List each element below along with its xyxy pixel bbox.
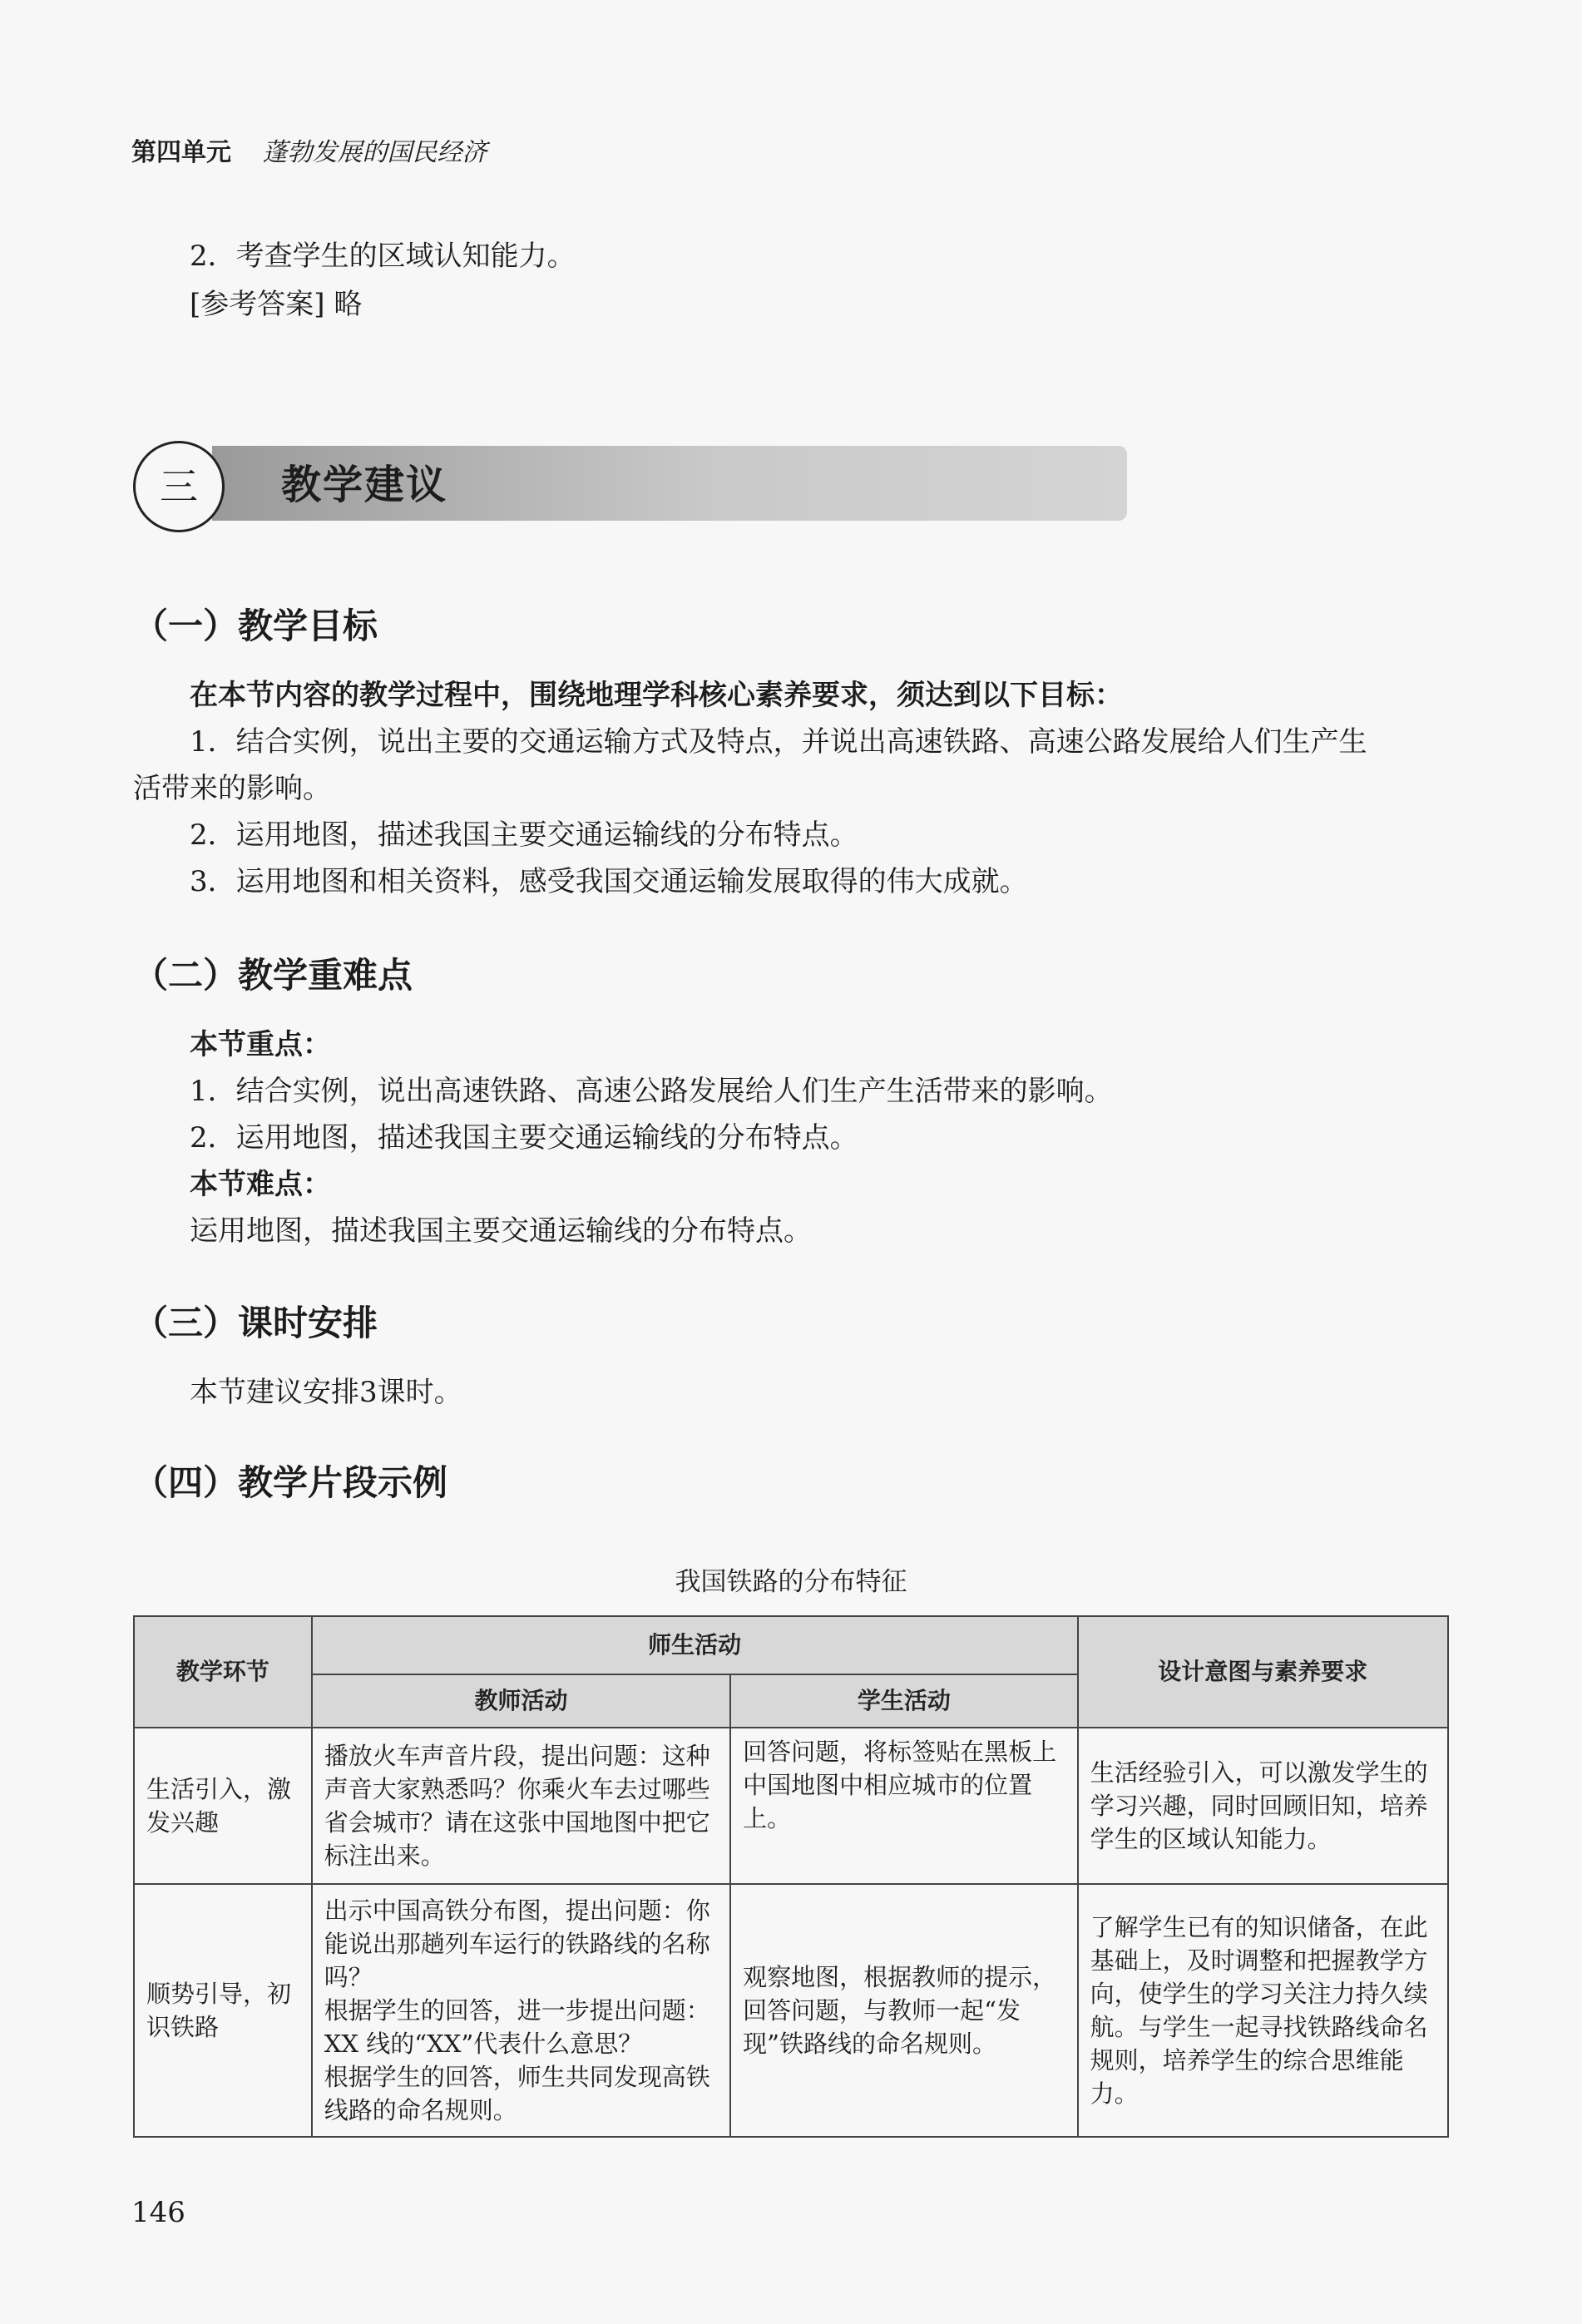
row1-student: 回答问题，将标签贴在黑板上中国地图中相应城市的位置上。 [730, 1728, 1077, 1884]
goal-item-1a: 1．结合实例，说出主要的交通运输方式及特点，并说出高速铁路、高速公路发展给人们生产生 [190, 725, 1367, 759]
header-teacher: 教师活动 [312, 1674, 730, 1728]
header-stage: 教学环节 [134, 1616, 312, 1728]
page-number: 146 [131, 2196, 185, 2229]
goal-item-1b: 活带来的影响。 [133, 772, 331, 805]
row2-teacher-c: 根据学生的回答，师生共同发现高铁线路的命名规则。 [324, 2063, 710, 2124]
heading-teaching-goals: （一）教学目标 [133, 606, 378, 646]
table-caption: 我国铁路的分布特征 [675, 1567, 907, 1597]
row2-student: 观察地图，根据教师的提示，回答问题，与教师一起“发现”铁路线的命名规则。 [730, 1884, 1077, 2137]
section-title: 教学建议 [281, 462, 448, 508]
table-row [134, 1728, 1448, 1884]
goals-lead: 在本节内容的教学过程中，围绕地理学科核心素养要求，须达到以下目标： [190, 679, 1123, 712]
header-activities: 师生活动 [312, 1616, 1078, 1674]
row2-stage: 顺势引导，初识铁路 [134, 1884, 312, 2137]
row2-teacher [312, 1884, 730, 2137]
header-intent: 设计意图与素养要求 [1078, 1616, 1448, 1728]
row1-stage: 生活引入，激发兴趣 [134, 1728, 312, 1884]
key-label: 本节重点： [190, 1028, 331, 1061]
heading-example: （四）教学片段示例 [133, 1462, 448, 1503]
unit-label: 第四单元 [131, 138, 231, 167]
row2-intent: 了解学生已有的知识储备，在此基础上，及时调整和把握教学方向，使学生的学习关注力持久续航。与学生一起寻找铁路线命名规则，培养学生的综合思维能力。 [1078, 1884, 1448, 2137]
goal-item-3: 3．运用地图和相关资料，感受我国交通运输发展取得的伟大成就。 [190, 865, 1028, 898]
unit-subtitle: 蓬勃发展的国民经济 [262, 138, 487, 167]
schedule-text: 本节建议安排3课时。 [190, 1376, 462, 1409]
header-student: 学生活动 [730, 1674, 1077, 1728]
section-banner [133, 441, 990, 541]
intro-line-2: [参考答案] 略 [190, 288, 363, 321]
heading-key-points: （二）教学重难点 [133, 955, 413, 996]
section-number: 三 [133, 441, 225, 532]
heading-schedule: （三）课时安排 [133, 1303, 378, 1343]
running-header [131, 131, 487, 168]
table-row [134, 1884, 1448, 2137]
hard-item-1: 运用地图，描述我国主要交通运输线的分布特点。 [190, 1214, 812, 1248]
row1-teacher: 播放火车声音片段，提出问题：这种声音大家熟悉吗？你乘火车去过哪些省会城市？请在这张中国地图中把它标注出来。 [312, 1728, 730, 1884]
row2-teacher-a: 出示中国高铁分布图，提出问题：你能说出那趟列车运行的铁路线的名称吗？ [324, 1896, 710, 1991]
goal-item-2: 2．运用地图，描述我国主要交通运输线的分布特点。 [190, 818, 858, 852]
key-item-1: 1．结合实例，说出高速铁路、高速公路发展给人们生产生活带来的影响。 [190, 1075, 1113, 1108]
intro-line-1: 2．考查学生的区域认知能力。 [190, 240, 576, 273]
table-header-row [134, 1616, 1448, 1674]
row1-intent: 生活经验引入，可以激发学生的学习兴趣，同时回顾旧知，培养学生的区域认知能力。 [1078, 1728, 1448, 1884]
row2-teacher-b: 根据学生的回答，进一步提出问题：XX 线的“XX”代表什么意思？ [324, 1996, 710, 2058]
lesson-table [133, 1615, 1449, 2138]
key-item-2: 2．运用地图，描述我国主要交通运输线的分布特点。 [190, 1121, 858, 1155]
hard-label: 本节难点： [190, 1168, 331, 1201]
